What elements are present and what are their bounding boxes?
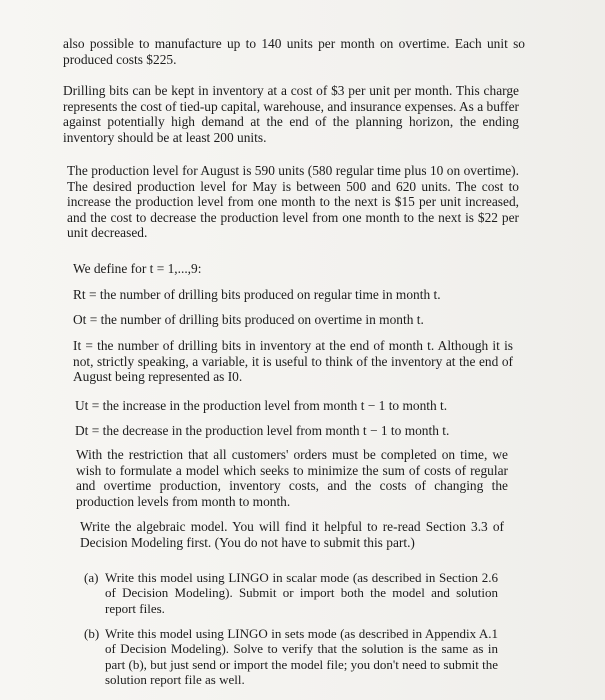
item-b-text: Write this model using LINGO in sets mode (as described in Appendix A.1 of Decision Modeling). Solve to verify that the solution is the same as in part (b), but just send or import the model file; you don't need to submit the solution report file as well. [105,626,498,687]
item-b-marker: (b) [84,626,100,641]
definition-inventory: It = the number of drilling bits in inventory at the end of month t. Although it is not, strictly speaking, a variable, it is useful to think of the inventory at the end of August being represented as I0. [73,338,513,385]
item-a-text: Write this model using LINGO in scalar mode (as described in Section 2.6 of Decision Modeling). Submit or import both the model and solution report files. [105,570,498,616]
definition-regular-time: Rt = the number of drilling bits produced on regular time in month t. [73,287,441,302]
definition-increase: Ut = the increase in the production level from month t − 1 to month t. [75,398,448,413]
definition-decrease: Dt = the decrease in the production level from month t − 1 to month t. [75,423,450,438]
item-a-marker: (a) [84,570,99,585]
paragraph-inventory: Drilling bits can be kept in inventory at a cost of $3 per unit per month. This charge represents the cost of tied-up capital, warehouse, and insurance expenses. As a buffer against potentially high demand at the end of the planning horizon, the ending inventory should be at least 200 units. [63,83,519,145]
paragraph-overtime: also possible to manufacture up to 140 units per month on overtime. Each unit so produced costs $225. [63,36,525,67]
definition-intro: We define for t = 1,...,9: [73,261,202,276]
paragraph-production: The production level for August is 590 units (580 regular time plus 10 on overtime). The desired production level for May is between 500 and 620 units. The cost to increase the production level from one month to the next is $15 per unit increased, and the cost to decrease the production level from one month to the next is $22 per unit decreased. [67,163,519,241]
paragraph-write-model: Write the algebraic model. You will find it helpful to re-read Section 3.3 of Decision Modeling first. (You do not have to submit this part.) [80,519,504,550]
definition-overtime: Ot = the number of drilling bits produced on overtime in month t. [73,312,424,327]
paragraph-restriction: With the restriction that all customers' orders must be completed on time, we wish to formulate a model which seeks to minimize the sum of costs of regular and overtime production, inventory costs, and the costs of changing the production levels from month to month. [76,447,508,509]
